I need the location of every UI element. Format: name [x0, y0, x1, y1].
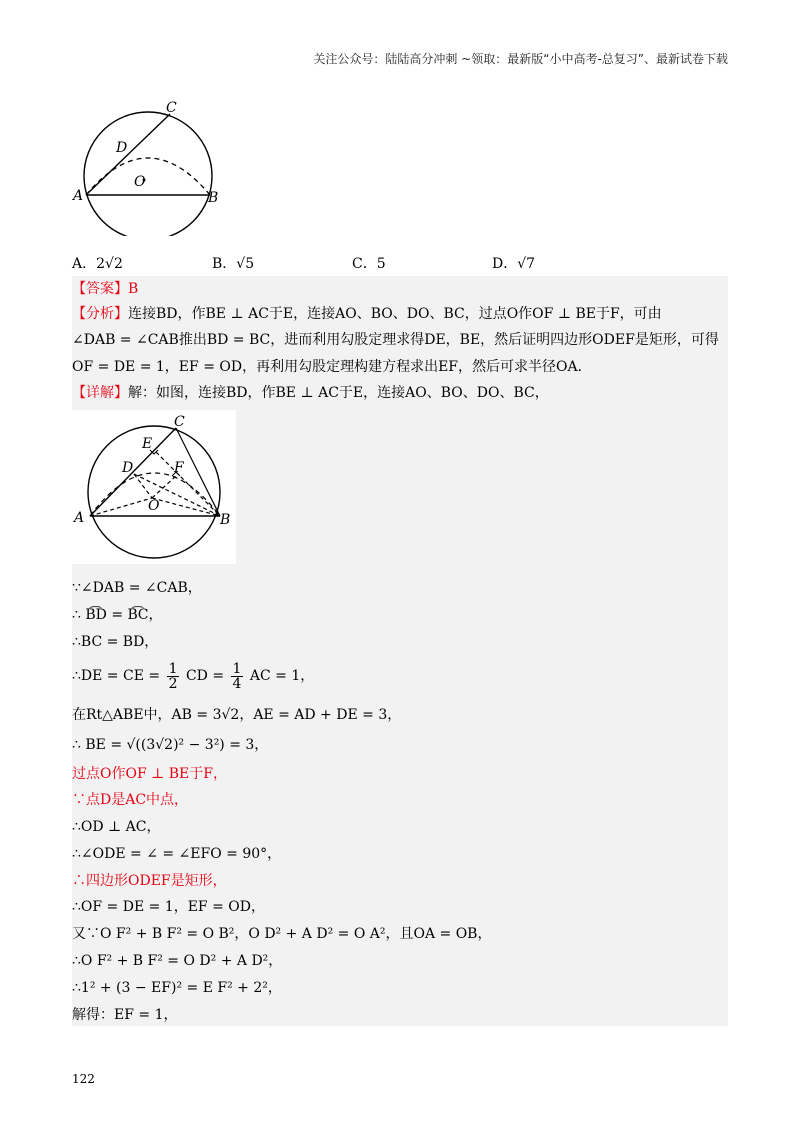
label-B: B [208, 190, 219, 206]
circle-figure-2 [72, 410, 236, 564]
step-5: 在Rt△ABE中，AB = 3√2，AE = AD + DE = 3， [72, 707, 402, 723]
step-10: ∴∠ODE = ∠ = ∠EFO = 90°， [72, 846, 282, 862]
fraction-quarter: $\frac{1}{4}$ [232, 660, 242, 692]
step-11: ∴四边形ODEF是矩形， [72, 873, 227, 889]
step-13: 又∵O F² + B F² = O B²，O D² + A D² = O A²，且OA = OB， [72, 926, 492, 942]
step-15: ∴1² + (3 − EF)² = E F² + 2²， [72, 980, 282, 996]
step-2: ∴ B͡D = B͡C， [72, 607, 163, 623]
fig2-label-E: E [142, 436, 153, 452]
fig2-label-B: B [220, 512, 231, 528]
choice-a: A．2√2 [72, 256, 123, 272]
step-3: ∴BC = BD， [72, 634, 159, 650]
step-9: ∴OD ⊥ AC， [72, 819, 161, 835]
answer-choices [72, 253, 732, 273]
detail-intro: 【详解】解：如图，连接BD，作BE ⊥ AC于E，连接AO、BO、DO、BC， [72, 385, 549, 401]
choice-c: C．5 [352, 256, 386, 272]
fig2-label-C: C [174, 414, 185, 430]
step-14: ∴O F² + B F² = O D² + A D²， [72, 953, 283, 969]
label-A: A [73, 188, 84, 204]
choice-d: D．√7 [492, 256, 536, 272]
page-header: 关注公众号：陆陆高分冲刺 ~领取：最新版“小中高考-总复习”、最新试卷下载 [313, 52, 728, 66]
label-D: D [116, 140, 128, 156]
analysis-line-1: 【分析】连接BD，作BE ⊥ AC于E，连接AO、BO、DO、BC，过点O作OF ⊥ BE于F，可由 [72, 306, 662, 322]
step-4: ∴DE = CE = $\frac{1}{2}$ CD = $\frac{1}{4}$ AC = 1， [72, 660, 315, 692]
analysis-line-3: OF = DE = 1，EF = OD，再利用勾股定理构建方程求出EF，然后可求半径OA． [72, 359, 592, 375]
analysis-line-2: ∠DAB = ∠CAB推出BD = BC，进而利用勾股定理求得DE，BE，然后证明四边形ODEF是矩形，可得 [72, 332, 719, 348]
step-6: ∴ BE = √((3√2)² − 3²) = 3， [72, 737, 269, 753]
label-C: C [166, 100, 177, 116]
page-number: 122 [72, 1072, 95, 1086]
step-12: ∴OF = DE = 1，EF = OD， [72, 899, 265, 915]
step-8: ∵点D是AC中点， [72, 792, 189, 808]
fig2-label-O: O [148, 498, 160, 514]
solution-panel [72, 276, 728, 1026]
label-O: O [134, 174, 146, 190]
step-1: ∵∠DAB = ∠CAB， [72, 580, 202, 596]
circle-figure-1 [70, 96, 230, 236]
step-7: 过点O作OF ⊥ BE于F， [72, 766, 227, 782]
fig2-label-A: A [74, 510, 85, 526]
fraction-half: $\frac{1}{2}$ [168, 660, 178, 692]
fig2-label-D: D [122, 460, 134, 476]
choice-b: B．√5 [212, 256, 255, 272]
fig2-label-F: F [174, 460, 184, 476]
step-16: 解得：EF = 1， [72, 1007, 178, 1023]
answer-line: 【答案】B [72, 281, 139, 297]
